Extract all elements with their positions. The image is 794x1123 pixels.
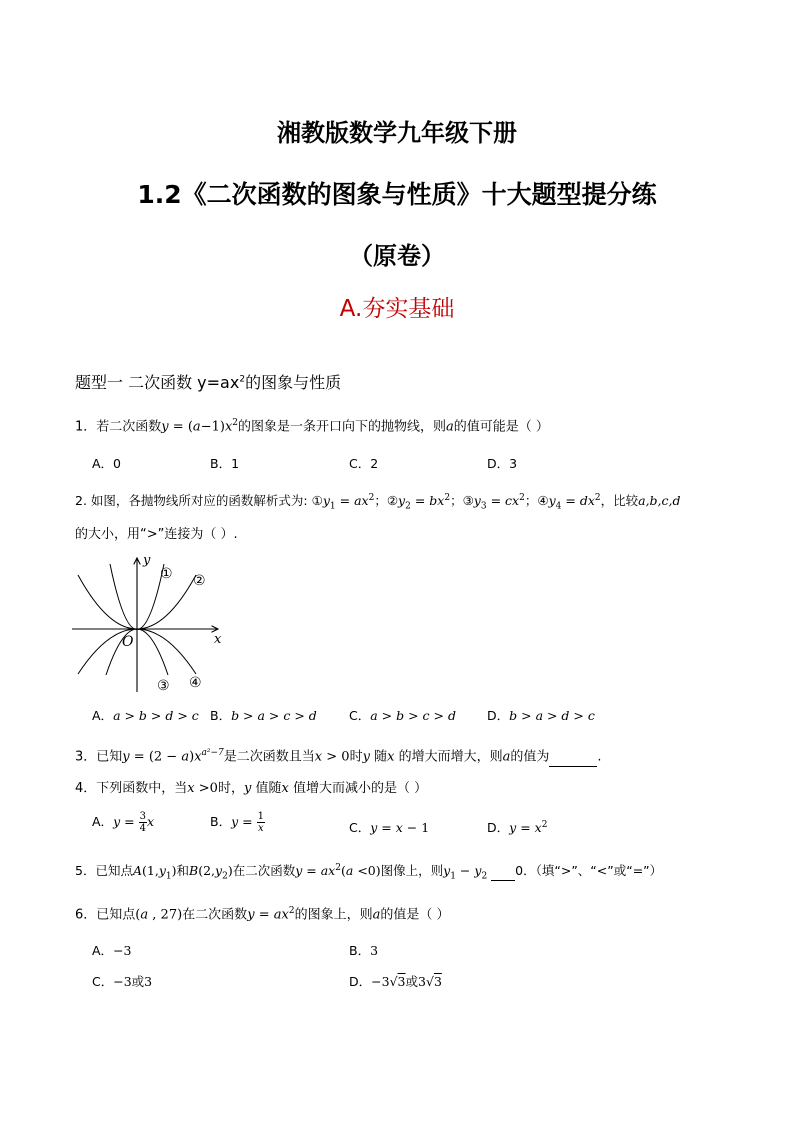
q6-option-a[interactable]: A．−3 bbox=[92, 943, 132, 958]
q4-option-a[interactable]: A．y = $\frac{3}{4}$ x bbox=[92, 811, 155, 834]
q4-option-b[interactable]: B．y = $\frac{1}{x}$ bbox=[210, 811, 264, 834]
q2-option-d[interactable]: D．b > a > d > c bbox=[487, 708, 595, 723]
q2-option-c[interactable]: C．a > b > c > d bbox=[349, 708, 456, 723]
q6-option-d[interactable]: D．−3√3或3√3 bbox=[349, 974, 442, 989]
q1-option-d[interactable]: D．3 bbox=[487, 456, 518, 471]
curve-label-2: ② bbox=[193, 573, 206, 589]
q2-option-b[interactable]: B．b > a > c > d bbox=[210, 708, 317, 723]
q3-answer-blank[interactable] bbox=[549, 748, 597, 767]
question-2-cont: 的大小，用“>”连接为（ ）. bbox=[75, 527, 238, 542]
q1-option-c[interactable]: C．2 bbox=[349, 456, 379, 471]
document-edition: （原卷） bbox=[349, 242, 445, 270]
q6-option-c[interactable]: C．−3或3 bbox=[92, 974, 153, 989]
document-title: 湘教版数学九年级下册 bbox=[277, 119, 517, 147]
section-heading-a: A.夯实基础 bbox=[339, 296, 455, 322]
q1-option-a[interactable]: A．0 bbox=[92, 456, 122, 471]
q4-option-c[interactable]: C．y = x − 1 bbox=[349, 820, 430, 835]
question-4: 4．下列函数中，当x >0时，y 值随x 值增大而减小的是（ ） bbox=[75, 781, 428, 796]
parabola-figure bbox=[68, 550, 228, 695]
curve-label-4: ④ bbox=[189, 675, 202, 691]
topic-heading: 题型一 二次函数 $y=ax^2$的图象与性质 bbox=[75, 373, 342, 392]
q5-answer-blank[interactable] bbox=[491, 862, 515, 881]
curve-label-1: ① bbox=[160, 566, 173, 582]
document-subtitle: 1.2《二次函数的图象与性质》十大题型提分练 bbox=[137, 180, 657, 209]
curve-label-3: ③ bbox=[157, 678, 170, 694]
q2-option-a[interactable]: A．a > b > d > c bbox=[92, 708, 199, 723]
q1-option-b[interactable]: B．1 bbox=[210, 456, 240, 471]
q6-option-b[interactable]: B．3 bbox=[349, 943, 379, 958]
q4-option-d[interactable]: D．$y = x^2$ bbox=[487, 819, 548, 835]
origin-label: O bbox=[122, 634, 134, 650]
question-3: 3．已知$y = (2 - a)x^{a^2-7}$是二次函数且当x > 0时y 随x 的增大而增大，则a的值为 . bbox=[75, 744, 602, 767]
question-5: 5．已知点$A(1,y_1)$和$B(2,y_2)$在二次函数$y = ax^2(a <0)$图像上，则$y_1 - y_2$ 0．（填“>”、“<”或“=”） bbox=[75, 863, 663, 882]
question-2: 2. 如图，各抛物线所对应的函数解析式为: $①y_1 = ax^2$；$②y_2 = bx^2$；$③y_3 = cx^2$；$④y_4 = dx^2$，比较a,b,c,d bbox=[75, 493, 681, 512]
question-6: 6．已知点(a , 27)在二次函数$y = ax^2$的图象上，则a的值是（ ） bbox=[75, 906, 450, 923]
x-axis-label: x bbox=[214, 632, 222, 647]
y-axis-label: y bbox=[143, 553, 151, 568]
question-1: 1．若二次函数$y = (a-1)x^2$的图象是一条开口向下的抛物线，则a的值可能是（ ） bbox=[75, 418, 549, 435]
